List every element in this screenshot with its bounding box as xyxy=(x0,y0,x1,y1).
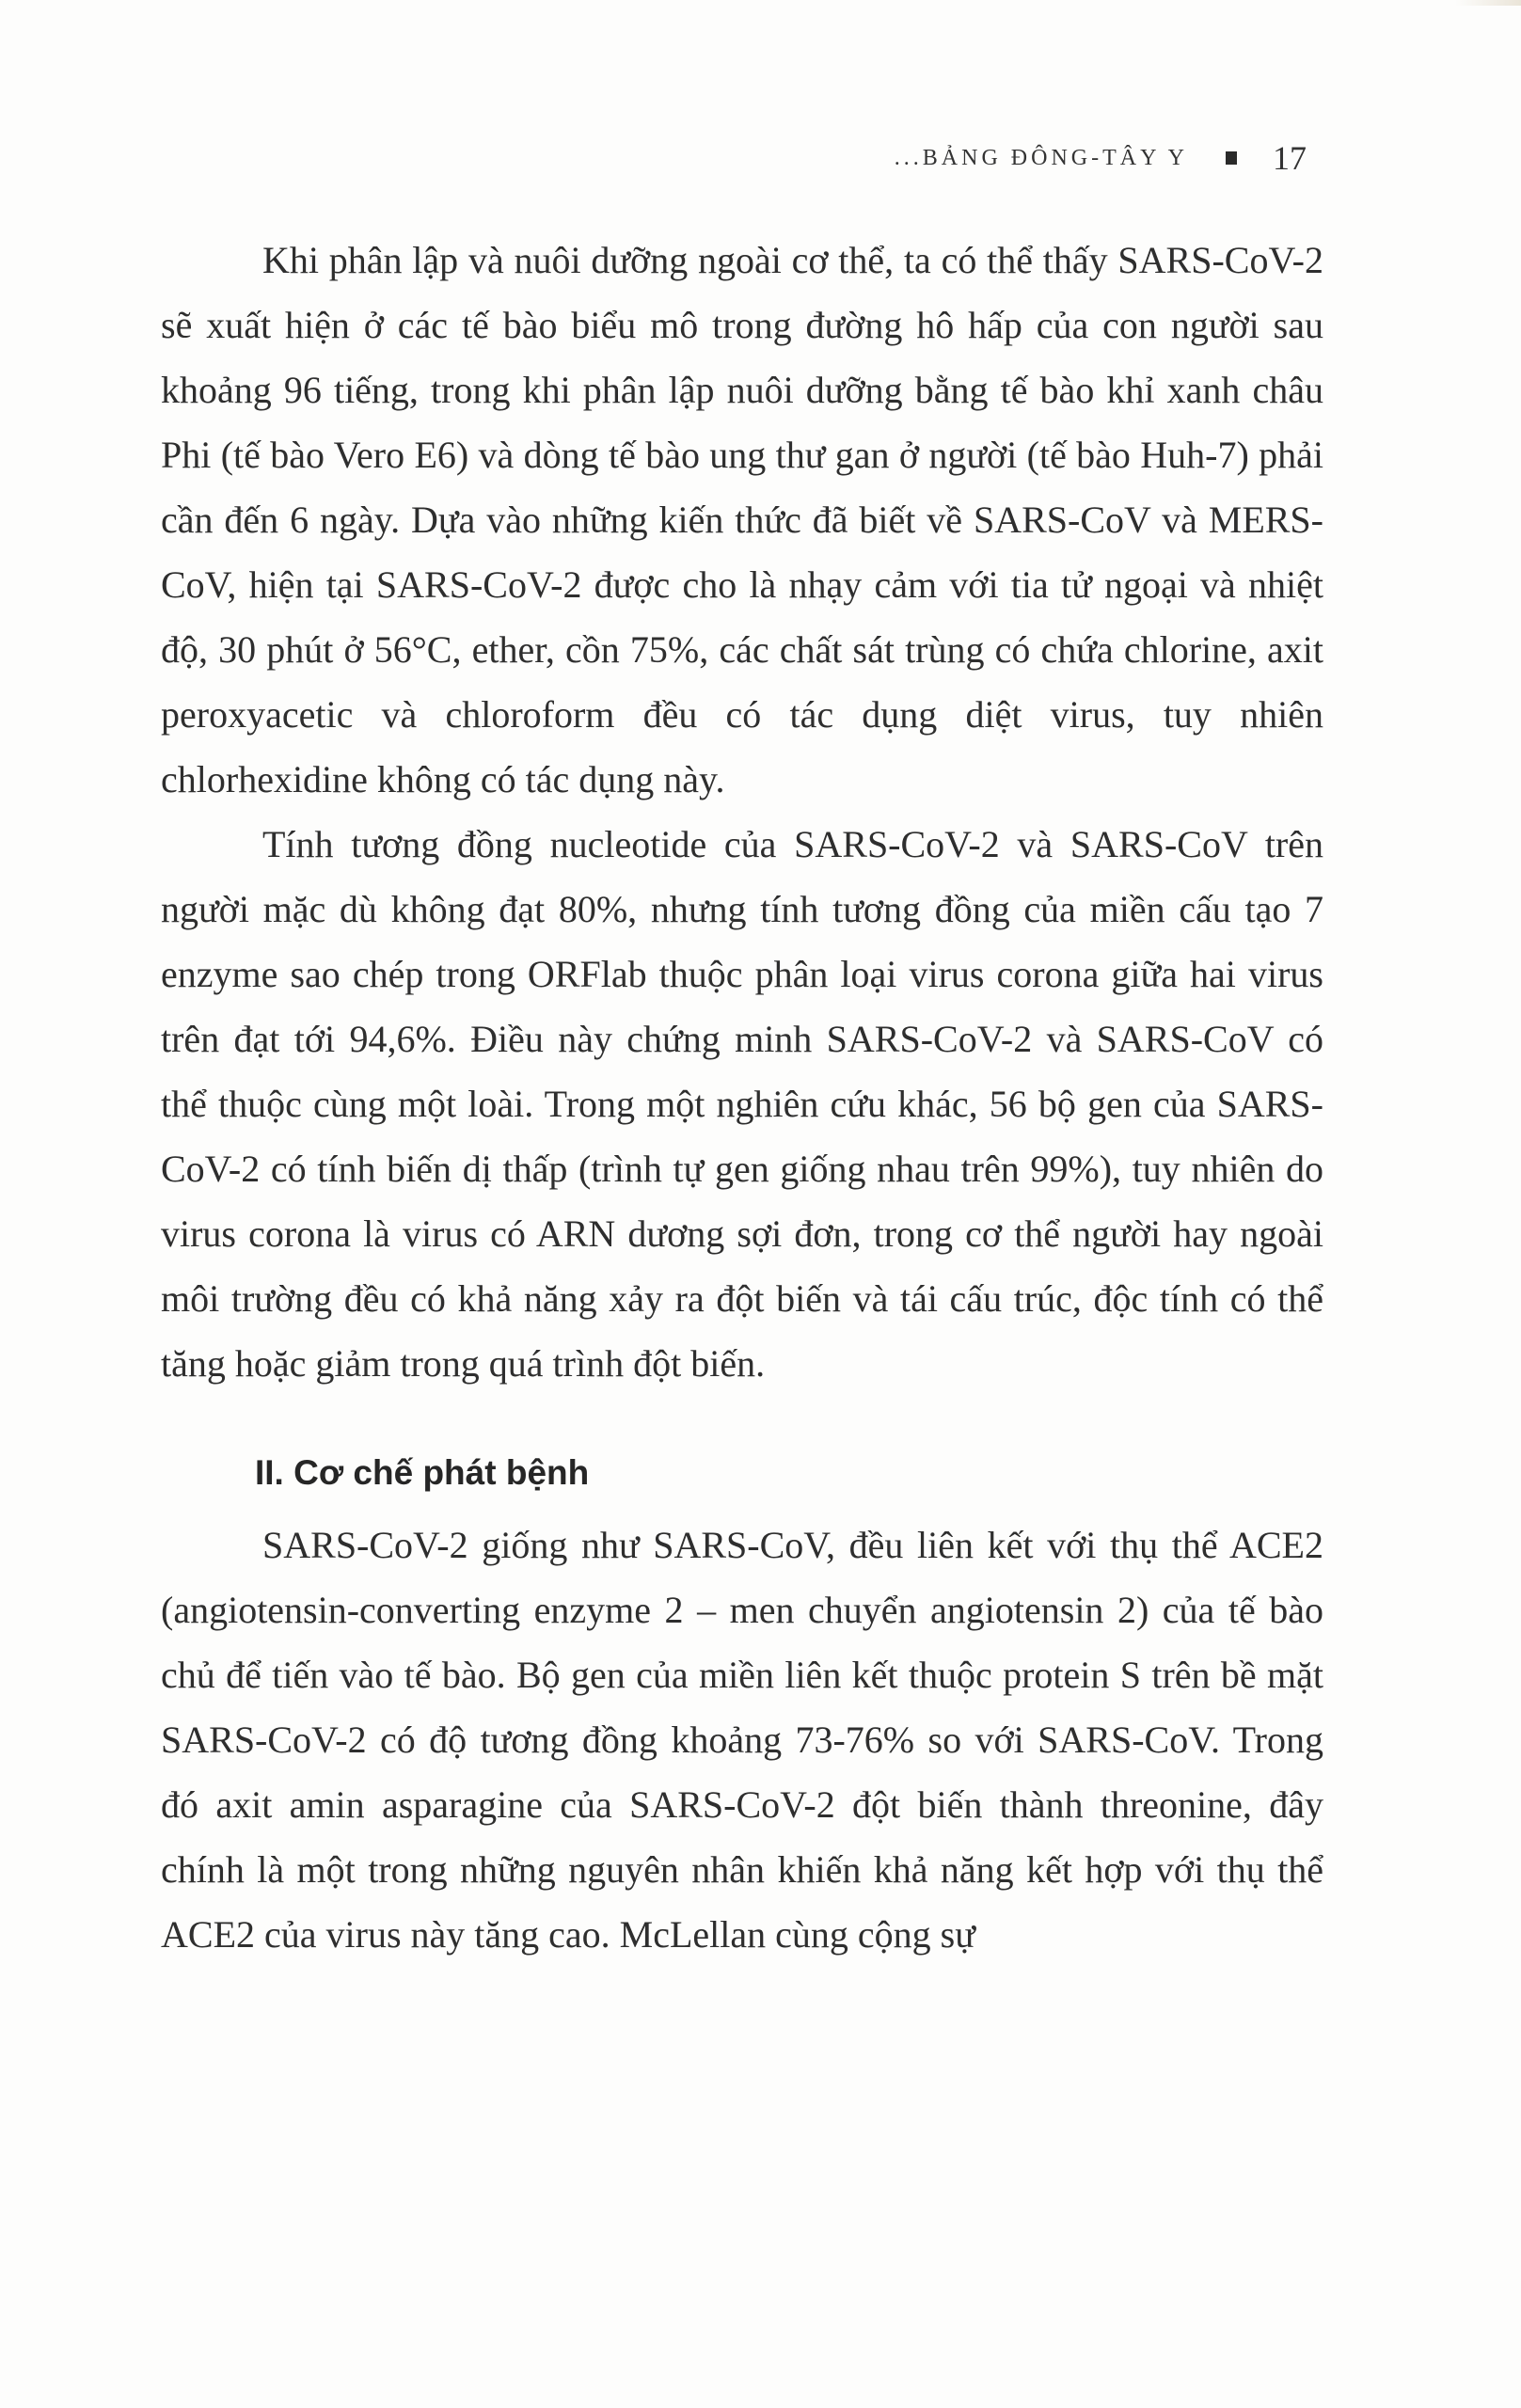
paragraph-1: Khi phân lập và nuôi dưỡng ngoài cơ thể, ta có thể thấy SARS-CoV-2 sẽ xuất hiện ở các tế bào biểu mô trong đường hô hấp của con người sau khoảng 96 tiếng, trong khi phân lập nuôi dưỡng bằng tế bào khỉ xanh châu Phi (tế bào Vero E6) và dòng tế bào ung thư gan ở người (tế bào Huh-7) phải cần đến 6 ngày. Dựa vào những kiến thức đã biết về SARS-CoV và MERS-CoV, hiện tại SARS-CoV-2 được cho là nhạy cảm với tia tử ngoại và nhiệt độ, 30 phút ở 56°C, ether, cồn 75%, các chất sát trùng có chứa chlorine, axit peroxyacetic và chloroform đều có tác dụng diệt virus, tuy nhiên chlorhexidine không có tác dụng này. xyxy=(161,239,1323,800)
paragraph-3: SARS-CoV-2 giống như SARS-CoV, đều liên kết với thụ thể ACE2 (angiotensin-converting enzyme 2 – men chuyển angiotensin 2) của tế bào chủ để tiến vào tế bào. Bộ gen của miền liên kết thuộc protein S trên bề mặt SARS-CoV-2 có độ tương đồng khoảng 73-76% so với SARS-CoV. Trong đó axit amin asparagine của SARS-CoV-2 đột biến thành threonine, đây chính là một trong những nguyên nhân khiến khả năng kết hợp với thụ thể ACE2 của virus này tăng cao. McLellan cùng cộng sự xyxy=(161,1524,1323,1956)
running-head-title: ...BẢNG ĐÔNG-TÂY Y xyxy=(894,145,1188,170)
section-heading: II. Cơ chế phát bệnh xyxy=(255,1453,590,1492)
body-text xyxy=(161,228,1323,1967)
square-bullet-icon xyxy=(1226,151,1237,165)
paragraph-2: Tính tương đồng nucleotide của SARS-CoV-2 và SARS-CoV trên người mặc dù không đạt 80%, nhưng tính tương đồng của miền cấu tạo 7 enzyme sao chép trong ORFlab thuộc phân loại virus corona giữa hai virus trên đạt tới 94,6%. Điều này chứng minh SARS-CoV-2 và SARS-CoV có thể thuộc cùng một loài. Trong một nghiên cứu khác, 56 bộ gen của SARS-CoV-2 có tính biến dị thấp (trình tự gen giống nhau trên 99%), tuy nhiên do virus corona là virus có ARN dương sợi đơn, trong cơ thể người hay ngoài môi trường đều có khả năng xảy ra đột biến và tái cấu trúc, độc tính có thể tăng hoặc giảm trong quá trình đột biến. xyxy=(161,823,1323,1385)
page-edge-mark xyxy=(1455,0,1521,6)
running-head xyxy=(895,139,1307,177)
page-number: 17 xyxy=(1273,139,1307,177)
